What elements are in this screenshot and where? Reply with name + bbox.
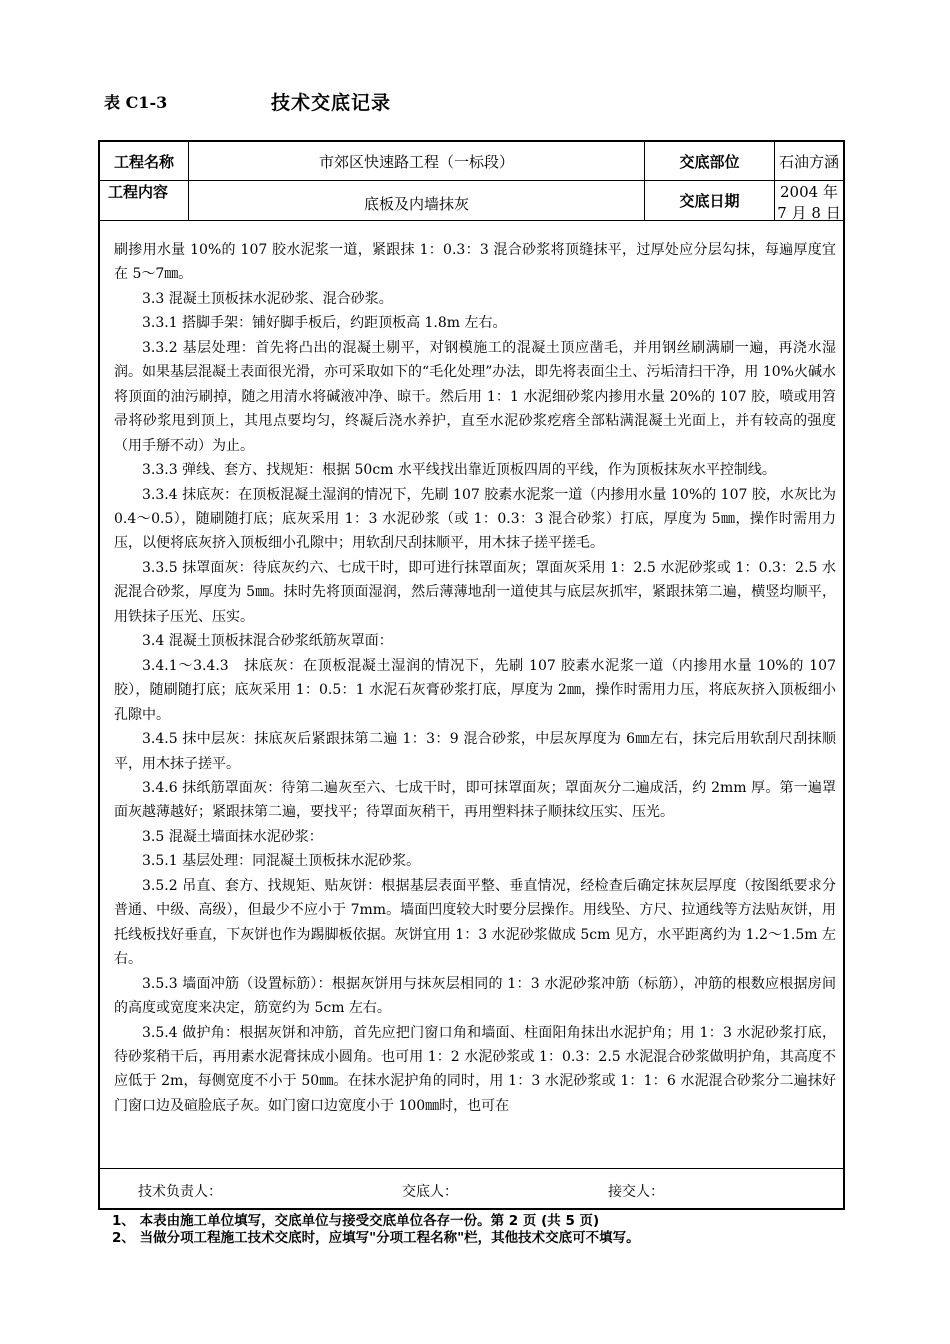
project-name-value: 市郊区快速路工程（一标段） [189, 142, 645, 181]
paragraph: 3.5.3 墙面冲筋（设置标筋）：根据灰饼用与抹灰层相同的 1：3 水泥砂浆冲筋（标筋），冲筋的根数应根据房间的高度或宽度来决定，筋宽约为 5cm 左右。 [114, 975, 836, 1017]
paragraph: 3.5 混凝土墙面抹水泥砂浆： [142, 828, 323, 845]
footnotes [112, 1213, 640, 1247]
paragraph: 3.4.6 抹纸筋罩面灰：待第二遍灰至六、七成干时，即可抹罩面灰；罩面灰分二遍成活，约 2mm 厚。第一遍罩面灰越薄越好；紧跟抹第二遍，要找平；待罩面灰稍干，再用塑料抹子顺抹纹压实、压光。 [114, 779, 836, 821]
paragraph: 3.3.5 抹罩面灰：待底灰约六、七成干时，即可进行抹罩面灰；罩面灰采用 1：2.5 水泥砂浆或 1：0.3：2.5 水泥混合砂浆，厚度为 5㎜。抹时先将顶面湿润，然后薄薄地刮一道使其与底层灰抓牢，紧跟抹第二遍，横竖均顺平，用铁抹子压光、压实。 [114, 559, 836, 625]
date-label: 交底日期 [645, 181, 775, 221]
paragraph: 3.5.4 做护角：根据灰饼和冲筋，首先应把门窗口角和墙面、柱面阳角抹出水泥护角；用 1：3 水泥砂浆打底，待砂浆稍干后，再用素水泥膏抹成小圆角。也可用 1：2 水泥砂浆或 1：0.3：2.5 水泥混合砂浆做明护角，其高度不应低于 2m，每侧宽度不小于 50㎜。在抹水泥护角的同时，用 1：3 水泥砂浆或 1：1：6 水泥混合砂浆分二遍抹好门窗口边及碹脸底子灰。如门窗口边宽度小于 100㎜时，也可在 [114, 1024, 836, 1114]
receiver-signature-label: 接交人： [608, 1184, 664, 1200]
signature-row [100, 1168, 843, 1211]
paragraph: 3.3.1 搭脚手架：铺好脚手板后，约距顶板高 1.8m 左右。 [142, 315, 507, 332]
paragraph: 3.4 混凝土顶板抹混合砂浆纸筋灰罩面： [142, 633, 393, 650]
paragraph: 刷掺用水量 10%的 107 胶水泥浆一道，紧跟抹 1：0.3：3 混合砂浆将顶缝抹平，过厚处应分层勾抹，每遍厚度宜在 5～7㎜。 [114, 242, 836, 283]
form-code: 表 C1-3 [104, 93, 168, 112]
date-value: 2004 年 7 月 8 日 [775, 181, 843, 221]
location-value: 石油方涵 [775, 142, 843, 181]
footnote: 1、 本表由施工单位填写，交底单位与接受交底单位各存一份。第 2 页 (共 5 页) [112, 1213, 600, 1229]
location-label: 交底部位 [645, 142, 775, 181]
tech-lead-signature-label: 技术负责人： [138, 1184, 222, 1200]
paragraph: 3.3 混凝土顶板抹水泥砂浆、混合砂浆。 [142, 290, 393, 307]
record-table [98, 140, 845, 1210]
content-value: 底板及内墙抹灰 [189, 181, 645, 221]
content-label: 工程内容 [100, 181, 189, 221]
paragraph: 3.5.2 吊直、套方、找规矩、贴灰饼：根据基层表面平整、垂直情况，经检查后确定抹灰层厚度（按图纸要求分普通、中级、高级），但最少不应小于 7mm。墙面凹度较大时要分层操作。用线坠、方尺、拉通线等方法贴灰饼，用托线板找好垂直，下灰饼也作为踢脚板依据。灰饼宜用 1：3 水泥砂浆做成 5cm 见方，水平距离约为 1.2～1.5m 左右。 [114, 877, 836, 968]
disclosure-content [114, 238, 836, 1118]
paragraph: 3.3.3 弹线、套方、找规矩：根据 50cm 水平线找出靠近顶板四周的平线，作为顶板抹灰水平控制线。 [142, 462, 776, 479]
paragraph: 3.3.2 基层处理：首先将凸出的混凝土剔平，对钢模施工的混凝土顶应凿毛，并用钢丝刷满刷一遍，再浇水湿润。如果基层混凝土表面很光滑，亦可采取如下的“毛化处理”办法，即先将表面尘土、污垢清扫干净，用 10%火碱水将顶面的油污刷掉，随之用清水将碱液冲净、晾干。然后用 1：1 水泥细砂浆内掺用水量 20%的 107 胶，喷或用笤帚将砂浆甩到顶上，其甩点要均匀，终凝后浇水养护，直至水泥砂浆疙瘩全部粘满混凝土光面上，并有较高的强度（用手掰不动）为止。 [114, 339, 836, 454]
paragraph: 3.3.4 抹底灰：在顶板混凝土湿润的情况下，先刷 107 胶素水泥浆一道（内掺用水量 10%的 107 胶，水灰比为 0.4～0.5），随刷随打底；底灰采用 1：3 水泥砂浆（或 1：0.3：3 混合砂浆）打底，厚度为 5㎜，操作时需用力压，以便将底灰挤入顶板细小孔隙中；用软刮尺刮抹顺平，用木抹子搓平搓毛。 [114, 486, 836, 552]
paragraph: 3.5.1 基层处理：同混凝土顶板抹水泥砂浆。 [142, 853, 421, 870]
page-title: 技术交底记录 [271, 92, 392, 114]
presenter-signature-label: 交底人： [402, 1184, 458, 1200]
footnote: 2、 当做分项工程施工技术交底时，应填写"分项工程名称"栏，其他技术交底可不填写。 [112, 1230, 640, 1246]
paragraph: 3.4.5 抹中层灰：抹底灰后紧跟抹第二遍 1：3：9 混合砂浆，中层灰厚度为 6㎜左右，抹完后用软刮尺刮抹顺平，用木抹子搓平。 [114, 731, 836, 772]
project-name-label: 工程名称 [100, 142, 189, 181]
paragraph: 3.4.1～3.4.3 抹底灰：在顶板混凝土湿润的情况下，先刷 107 胶素水泥浆一道（内掺用水量 10%的 107 胶），随刷随打底；底灰采用 1：0.5：1 水泥石灰膏砂浆打底，厚度为 2㎜，操作时需用力压，将底灰挤入顶板细小孔隙中。 [114, 657, 836, 723]
